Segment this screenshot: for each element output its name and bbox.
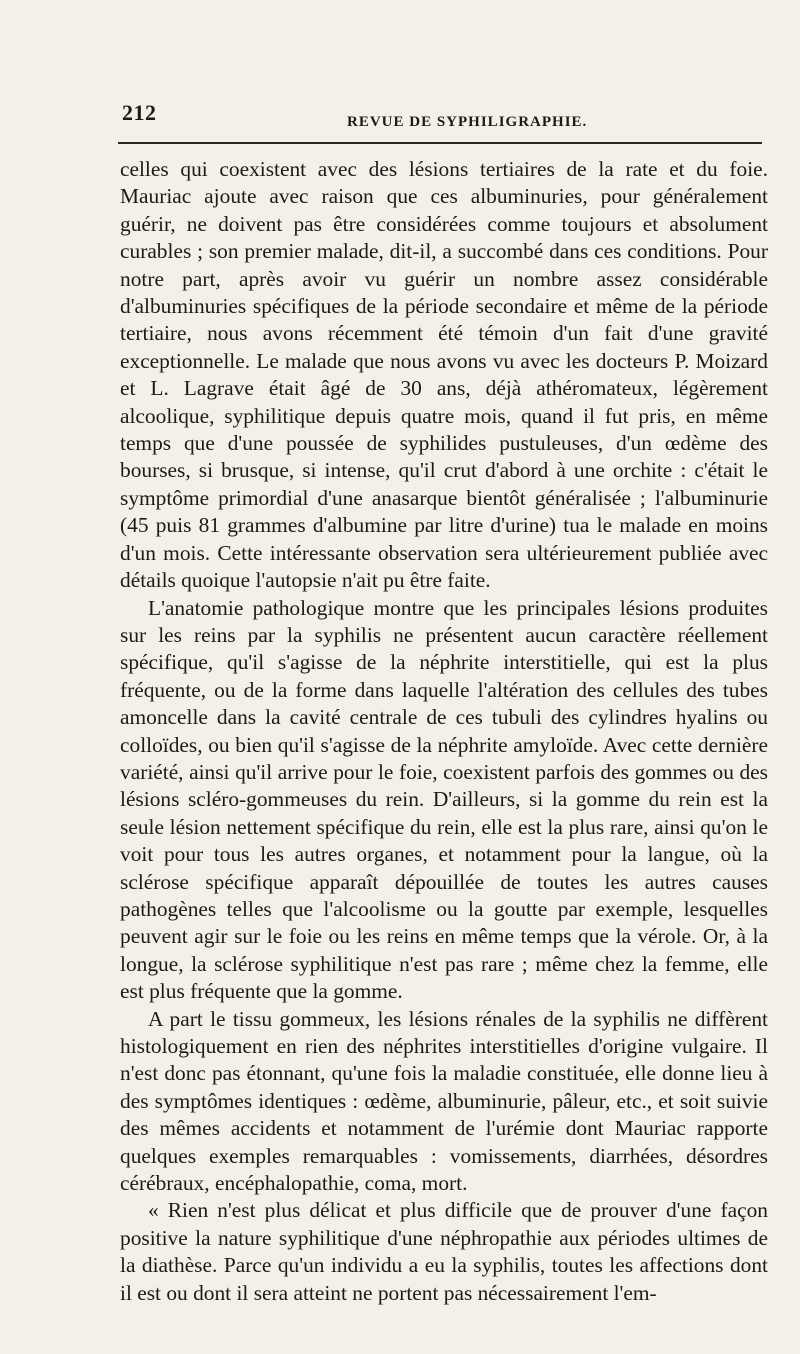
paragraph-1: celles qui coexistent avec des lésions tertiaires de la rate et du foie. Mauriac ajoute avec raison que ces albuminuries, pour généralement guérir, ne doivent pas être considérées comme toujours et absolument curables ; son premier malade, dit-il, a succombé dans ces conditions. Pour notre part, après avoir vu guérir un nombre assez considérable d'albuminuries spécifiques de la période secondaire et même de la période tertiaire, nous avons récemment été témoin d'un fait d'une gravité exceptionnelle. Le malade que nous avons vu avec les docteurs P. Moizard et L. Lagrave était âgé de 30 ans, déjà athéromateux, légèrement alcoolique, syphilitique depuis quatre mois, quand il fut pris, en même temps que d'une poussée de syphilides pustuleuses, d'un œdème des bourses, si brusque, si intense, qu'il crut d'abord à une orchite : c'était le symptôme primordial d'une anasarque bientôt généralisée ; l'albuminurie (45 puis 81 grammes d'albumine par litre d'urine) tua le malade en moins d'un mois. Cette intéressante observation sera ultérieurement publiée avec détails quoique l'autopsie n'ait pu être faite. [120, 157, 768, 593]
running-title: REVUE DE SYPHILIGRAPHIE. [347, 114, 588, 130]
paragraph-2: L'anatomie pathologique montre que les principales lésions produites sur les reins par la syphilis ne présentent aucun caractère réellement spécifique, qu'il s'agisse de la néphrite interstitielle, qui est la plus fréquente, ou de la forme dans laquelle l'altération des cellules des tubes amoncelle dans la cavité centrale de ces tubuli des cylindres hyalins ou colloïdes, ou bien qu'il s'agisse de la néphrite amyloïde. Avec cette dernière variété, ainsi qu'il arrive pour le foie, coexistent parfois des gommes ou des lésions scléro-gommeuses du rein. D'ailleurs, si la gomme du rein est la seule lésion nettement spécifique du rein, elle est la plus rare, ainsi qu'on le voit pour tous les autres organes, et notamment pour la langue, où la sclérose spécifique apparaît dépouillée de toutes les autres causes pathogènes telles que l'alcoolisme ou la goutte par exemple, lesquelles peuvent agir sur le foie ou les reins en même temps que la vérole. Or, à la longue, la sclérose syphilitique n'est pas rare ; même chez la femme, elle est plus fréquente que la gomme. [120, 595, 768, 1004]
header-rule [118, 142, 762, 144]
paragraph-3: A part le tissu gommeux, les lésions rénales de la syphilis ne diffèrent histologiquement en rien des néphrites interstitielles d'origine vulgaire. Il n'est donc pas étonnant, qu'une fois la maladie constituée, elle donne lieu à des symptômes identiques : œdème, albuminurie, pâleur, etc., et soit suivie des mêmes accidents et notamment de l'urémie dont Mauriac rapporte quelques exemples remarquables : vomissements, diarrhées, désordres cérébraux, encéphalopathie, coma, mort. [120, 1006, 768, 1196]
body-text [120, 156, 768, 1307]
page-number: 212 [122, 100, 157, 125]
paragraph-4: « Rien n'est plus délicat et plus difficile que de prouver d'une façon positive la nature syphilitique d'une néphropathie aux périodes ultimes de la diathèse. Parce qu'un individu a eu la syphilis, toutes les affections dont il est ou dont il sera atteint ne portent pas nécessairement l'em- [120, 1198, 768, 1305]
